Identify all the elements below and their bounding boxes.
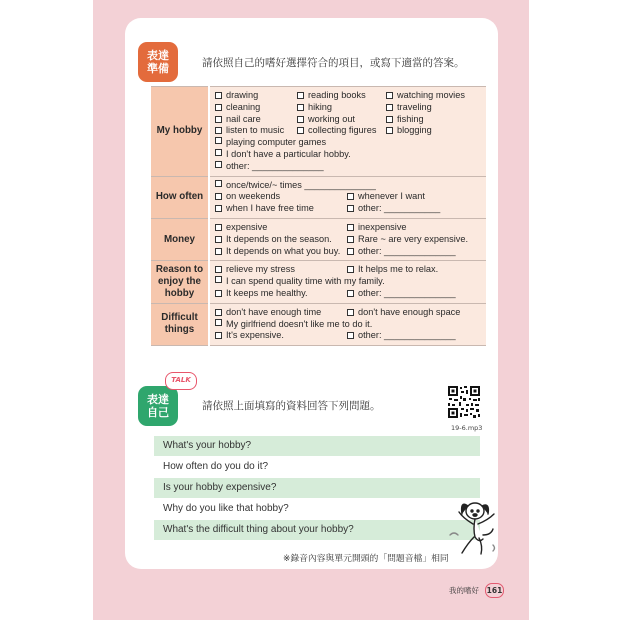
checkbox[interactable]: [347, 193, 354, 200]
checkbox[interactable]: [297, 104, 304, 111]
checkbox[interactable]: [297, 116, 304, 123]
checkbox[interactable]: [347, 205, 354, 212]
dancing-dog-illustration: [445, 497, 501, 559]
checkbox[interactable]: [215, 309, 222, 316]
audio-note: ※錄音內容與單元開頭的「問題音檔」相同: [283, 554, 449, 564]
question-item: Why do you like that hobby?: [163, 503, 289, 514]
row-how-often: How often once/twice/~ times ______________ on weekends whenever I want when I have free time other: ___________: [151, 176, 486, 218]
checkbox[interactable]: [386, 92, 393, 99]
checkbox[interactable]: [347, 332, 354, 339]
instruction-express: 請依照上面填寫的資料回答下列問題。: [202, 400, 381, 412]
checkbox[interactable]: [347, 290, 354, 297]
label-how-often: How often: [151, 176, 209, 218]
checkbox[interactable]: [215, 104, 222, 111]
checkbox[interactable]: [347, 236, 354, 243]
checkbox[interactable]: [215, 332, 222, 339]
row-reason: Reason to enjoy the hobby relieve my stress It helps me to relax. I can spend quality time with my family. It keeps me healthy. other: ______________: [151, 261, 486, 303]
checkbox[interactable]: [347, 224, 354, 231]
hobby-table: [151, 86, 486, 346]
checkbox[interactable]: [386, 127, 393, 134]
checkbox[interactable]: [215, 116, 222, 123]
qr-code-icon[interactable]: [447, 385, 481, 419]
instruction-prepare: 請依照自己的嗜好選擇符合的項目，或寫下適當的答案。: [202, 57, 465, 69]
checkbox[interactable]: [215, 193, 222, 200]
checkbox[interactable]: [347, 248, 354, 255]
checkbox[interactable]: [215, 137, 222, 144]
label-reason: Reason to enjoy the hobby: [151, 261, 209, 303]
checkbox[interactable]: [215, 266, 222, 273]
question-item: What's your hobby?: [154, 436, 480, 456]
question-item: Is your hobby expensive?: [154, 478, 480, 498]
question-item: How often do you do it?: [163, 461, 269, 472]
checkbox[interactable]: [386, 116, 393, 123]
checkbox[interactable]: [215, 149, 222, 156]
row-difficult: Difficult things don't have enough time don't have enough space My girlfriend doesn't like me to do it. It's expensive. other: ______________: [151, 303, 486, 345]
label-money: Money: [151, 218, 209, 260]
prepare-badge: 表達 準備: [138, 42, 178, 82]
express-badge: 表達 自己: [138, 386, 178, 426]
label-my-hobby: My hobby: [151, 87, 209, 177]
checkbox[interactable]: [297, 92, 304, 99]
question-item: What's the difficult thing about your hobby?: [154, 520, 480, 540]
checkbox[interactable]: [215, 276, 222, 283]
footer-label: 我的嗜好: [449, 586, 479, 595]
checkbox[interactable]: [386, 104, 393, 111]
checkbox[interactable]: [215, 205, 222, 212]
talk-bubble-icon: TALK: [165, 372, 197, 390]
checkbox[interactable]: [215, 161, 222, 168]
checkbox[interactable]: [215, 290, 222, 297]
checkbox[interactable]: [297, 127, 304, 134]
checkbox[interactable]: [347, 309, 354, 316]
checkbox[interactable]: [215, 224, 222, 231]
row-my-hobby: My hobby drawing reading books watching movies cleaning hiking traveling nail care working out fishing listen to music collecting figures blogging playing computer games I don't have a particular hobby. other: ______________: [151, 87, 486, 177]
checkbox[interactable]: [215, 127, 222, 134]
checkbox[interactable]: [215, 180, 222, 187]
label-difficult: Difficult things: [151, 303, 209, 345]
row-money: Money expensive inexpensive It depends on the season. Rare ~ are very expensive. It depends on what you buy. other: ______________: [151, 218, 486, 260]
checkbox[interactable]: [347, 266, 354, 273]
audio-file-label: 19-6.mp3: [451, 424, 483, 432]
checkbox[interactable]: [215, 236, 222, 243]
checkbox[interactable]: [215, 92, 222, 99]
checkbox[interactable]: [215, 319, 222, 326]
checkbox[interactable]: [215, 248, 222, 255]
page-number: 161: [485, 583, 504, 598]
